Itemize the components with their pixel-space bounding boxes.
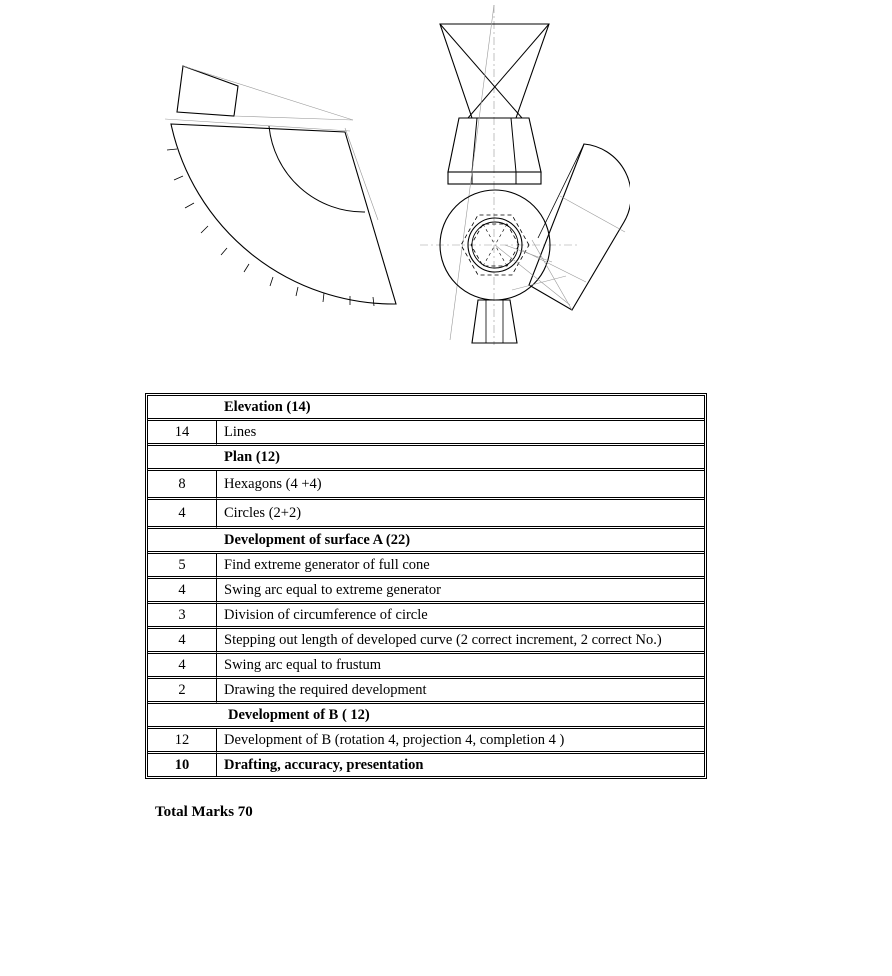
table-row — [148, 554, 704, 579]
table-row — [148, 421, 704, 446]
table-row — [148, 529, 704, 554]
marks-cell: 3 — [148, 604, 217, 629]
criterion-cell: Stepping out length of developed curve (2 correct increment, 2 correct No.) — [217, 629, 704, 654]
marks-cell: 4 — [148, 629, 217, 654]
table-row — [148, 629, 704, 654]
table-row — [148, 754, 704, 776]
criterion-cell: Drawing the required development — [217, 679, 704, 704]
marks-cell: 8 — [148, 471, 217, 500]
criterion-cell: Swing arc equal to extreme generator — [217, 579, 704, 604]
marking-scheme-table — [145, 393, 707, 779]
marks-cell: 5 — [148, 554, 217, 579]
marks-cell — [148, 446, 217, 471]
table-row — [148, 579, 704, 604]
section-heading: Plan (12) — [217, 446, 704, 471]
development-a-figure — [165, 66, 396, 306]
criterion-cell: Circles (2+2) — [217, 500, 704, 529]
marks-cell: 12 — [148, 729, 217, 754]
table-row — [148, 604, 704, 629]
criterion-cell: Hexagons (4 +4) — [217, 471, 704, 500]
criterion-cell: Find extreme generator of full cone — [217, 554, 704, 579]
marks-cell: 4 — [148, 500, 217, 529]
marks-cell: 14 — [148, 421, 217, 446]
table-row — [148, 654, 704, 679]
table-row — [148, 396, 704, 421]
criterion-cell: Division of circumference of circle — [217, 604, 704, 629]
table-row — [148, 704, 704, 729]
criterion-cell: Swing arc equal to frustum — [217, 654, 704, 679]
marks-cell — [148, 396, 217, 421]
section-heading: Development of B ( 12) — [217, 704, 704, 729]
section-heading: Development of surface A (22) — [217, 529, 704, 554]
table-row — [148, 500, 704, 529]
table-row — [148, 446, 704, 471]
marks-cell — [148, 529, 217, 554]
marks-cell: 2 — [148, 679, 217, 704]
table-row — [148, 471, 704, 500]
table-row — [148, 679, 704, 704]
table-row — [148, 729, 704, 754]
total-marks: Total Marks 70 — [155, 804, 253, 820]
solution-drawing — [150, 0, 630, 350]
marks-cell — [148, 704, 217, 729]
elevation-figure — [440, 5, 549, 345]
criterion-cell: Development of B (rotation 4, projection 4, completion 4 ) — [217, 729, 704, 754]
criterion-cell: Lines — [217, 421, 704, 446]
section-heading: Elevation (14) — [217, 396, 704, 421]
plan-figure — [420, 190, 580, 343]
criterion-cell: Drafting, accuracy, presentation — [224, 756, 424, 773]
marks-cell: 4 — [148, 579, 217, 604]
marks-cell: 4 — [148, 654, 217, 679]
marks-cell: 10 — [148, 754, 217, 776]
